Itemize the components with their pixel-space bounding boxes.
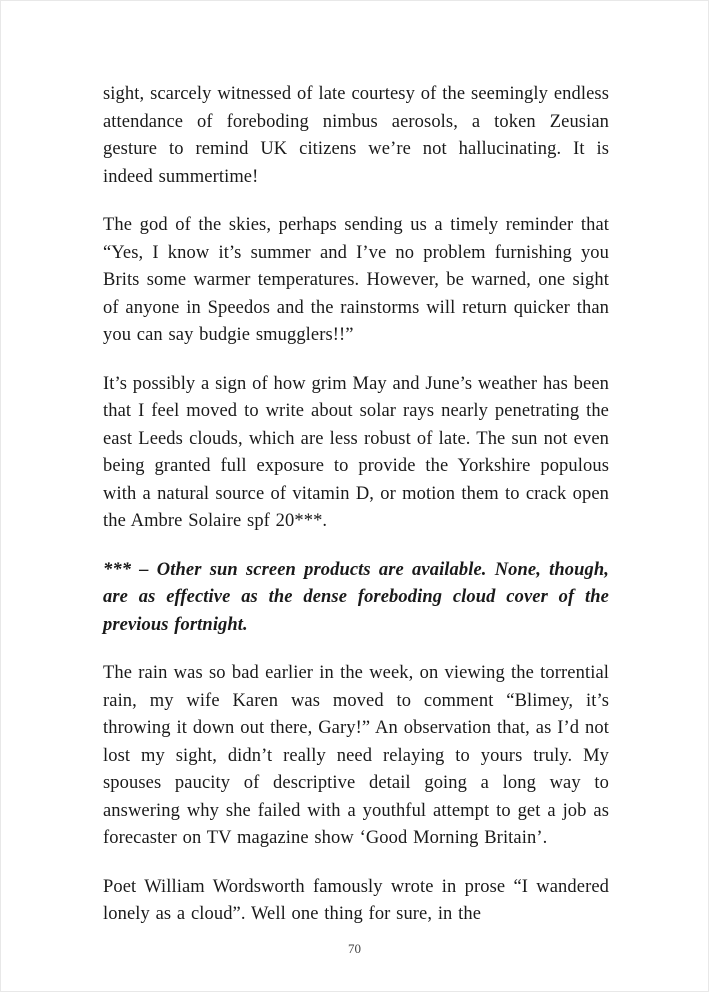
paragraph: The rain was so bad earlier in the week, on viewing the torrential rain, my wife Karen was moved to comment “Blimey, it’s throwing it down out there, Gary!” An observation that, as I’d not lost my sight, didn’t really need relaying to yours truly. My spouses paucity of descriptive detail going a long way to answering why she failed with a youthful attempt to get a job as forecaster on TV magazine show ‘Good Morning Britain’. (103, 663, 609, 848)
paragraph: Poet William Wordsworth famously wrote in prose “I wandered lonely as a cloud”. Well one thing for sure, in the (103, 876, 609, 924)
paragraph: It’s possibly a sign of how grim May and June’s weather has been that I feel moved to write about solar rays nearly penetrating the east Leeds clouds, which are less robust of late. The sun not even being granted full exposure to provide the Yorkshire populous with a natural source of vitamin D, or motion them to crack open the Ambre Solaire spf 20***. (103, 373, 609, 531)
paragraph: sight, scarcely witnessed of late courtesy of the seemingly endless attendance of foreboding nimbus aerosols, a token Zeusian gesture to remind UK citizens we’re not hallucinating. It is indeed summertime! (103, 84, 609, 187)
footnote-paragraph: *** – Other sun screen products are available. None, though, are as effective as the dense foreboding cloud cover of the previous fortnight. (103, 559, 609, 635)
paragraph: The god of the skies, perhaps sending us a timely reminder that “Yes, I know it’s summer and I’ve no problem furnishing you Brits some warmer temperatures. However, be warned, one sight of anyone in Speedos and the rainstorms will return quicker than you can say budgie smugglers!!” (103, 215, 609, 345)
page-text-block (103, 81, 609, 950)
page-number: 70 (348, 941, 361, 956)
